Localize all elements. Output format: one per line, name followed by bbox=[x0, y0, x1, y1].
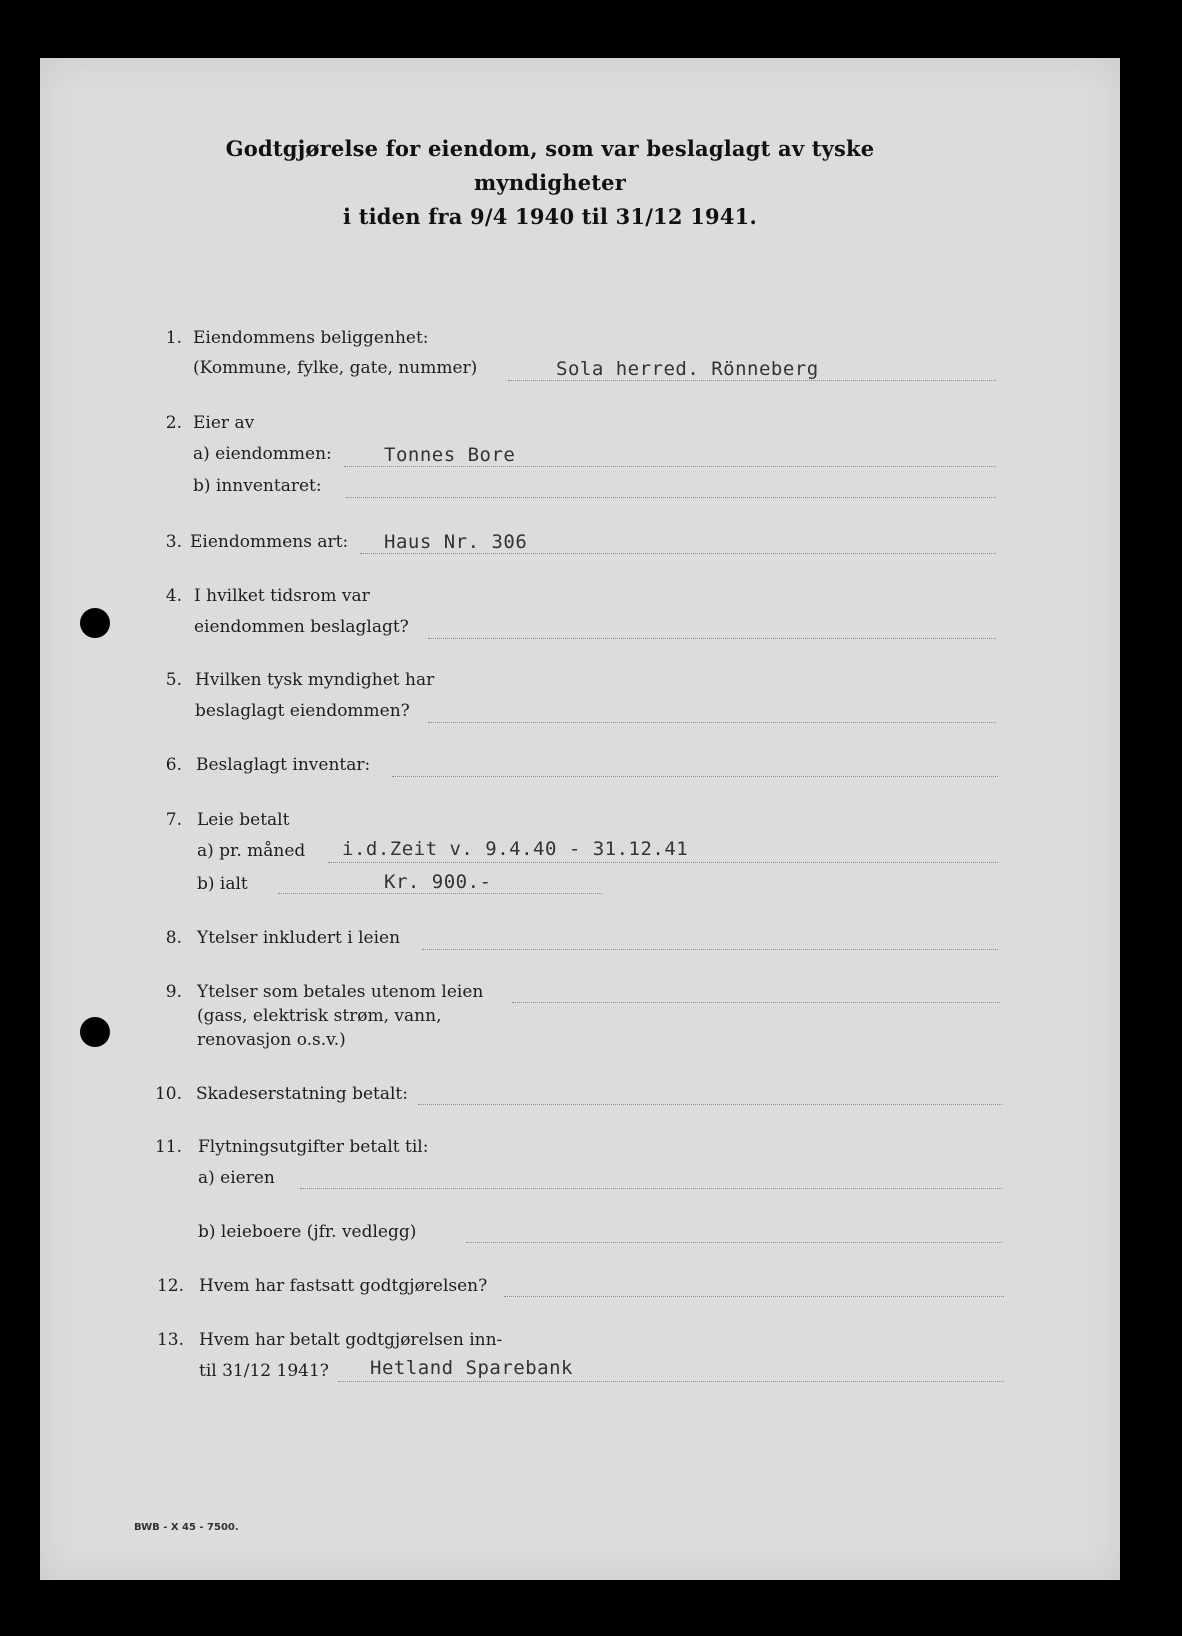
punch-hole-bottom bbox=[80, 1017, 110, 1047]
item-11-label: Flytningsutgifter betalt til: bbox=[198, 1137, 429, 1157]
title-line-1: Godtgjørelse for eiendom, som var beslaglagt av tyske myndigheter bbox=[225, 136, 875, 195]
item-4-sublabel: eiendommen beslaglagt? bbox=[194, 617, 409, 637]
item-13-sublabel: til 31/12 1941? bbox=[199, 1361, 329, 1381]
item-13-line bbox=[338, 1381, 1004, 1382]
item-7b-line bbox=[278, 893, 602, 894]
item-7-number: 7. bbox=[165, 810, 182, 830]
item-1-number: 1. bbox=[165, 328, 182, 348]
title-line-2: i tiden fra 9/4 1940 til 31/12 1941. bbox=[343, 204, 757, 229]
item-5-number: 5. bbox=[165, 670, 182, 690]
item-9-line bbox=[512, 1002, 1000, 1003]
item-3-line bbox=[360, 553, 996, 554]
item-7a-line bbox=[328, 862, 998, 863]
item-5-label: Hvilken tysk myndighet har bbox=[195, 670, 435, 690]
item-11a-line bbox=[300, 1188, 1002, 1189]
item-9-label: Ytelser som betales utenom leien bbox=[197, 982, 484, 1002]
item-1-line bbox=[508, 380, 996, 381]
item-11b-label: b) leieboere (jfr. vedlegg) bbox=[198, 1222, 417, 1242]
item-7a-label: a) pr. måned bbox=[197, 841, 306, 861]
item-12-number: 12. bbox=[156, 1276, 184, 1296]
item-8-line bbox=[422, 949, 998, 950]
item-11a-label: a) eieren bbox=[198, 1168, 275, 1188]
item-2a-label: a) eiendommen: bbox=[193, 444, 332, 464]
item-8-number: 8. bbox=[165, 928, 182, 948]
item-7-label: Leie betalt bbox=[197, 810, 290, 830]
item-2-label: Eier av bbox=[193, 413, 255, 433]
item-13-number: 13. bbox=[156, 1330, 184, 1350]
item-3-number: 3. bbox=[165, 532, 182, 552]
item-13-value: Hetland Sparebank bbox=[370, 1357, 573, 1379]
item-9-sublabel-2: renovasjon o.s.v.) bbox=[197, 1030, 346, 1050]
item-7b-value: Kr. 900.- bbox=[384, 871, 492, 893]
item-3-value: Haus Nr. 306 bbox=[384, 531, 528, 553]
item-5-line bbox=[428, 722, 996, 723]
item-10-label: Skadeserstatning betalt: bbox=[196, 1084, 408, 1104]
item-4-line bbox=[428, 638, 996, 639]
item-6-number: 6. bbox=[165, 755, 182, 775]
item-4-label: I hvilket tidsrom var bbox=[194, 586, 370, 606]
item-6-line bbox=[392, 776, 998, 777]
item-13-label: Hvem har betalt godtgjørelsen inn- bbox=[199, 1330, 503, 1350]
print-code: BWB - X 45 - 7500. bbox=[134, 1522, 239, 1533]
item-12-label: Hvem har fastsatt godtgjørelsen? bbox=[199, 1276, 488, 1296]
item-4-number: 4. bbox=[165, 586, 182, 606]
item-11-number: 11. bbox=[154, 1137, 182, 1157]
item-10-line bbox=[418, 1104, 1002, 1105]
item-1-sublabel: (Kommune, fylke, gate, nummer) bbox=[193, 358, 478, 378]
item-10-number: 10. bbox=[154, 1084, 182, 1104]
item-1-label: Eiendommens beliggenhet: bbox=[193, 328, 429, 348]
item-1-value: Sola herred. Rönneberg bbox=[556, 358, 819, 380]
item-2b-line bbox=[346, 497, 996, 498]
item-2a-value: Tonnes Bore bbox=[384, 444, 516, 466]
item-11b-line bbox=[466, 1242, 1002, 1243]
item-3-label: Eiendommens art: bbox=[190, 532, 349, 552]
item-12-line bbox=[504, 1296, 1004, 1297]
item-7a-value: i.d.Zeit v. 9.4.40 - 31.12.41 bbox=[342, 838, 689, 860]
form-title bbox=[150, 132, 950, 234]
item-9-sublabel-1: (gass, elektrisk strøm, vann, bbox=[197, 1006, 442, 1026]
item-8-label: Ytelser inkludert i leien bbox=[197, 928, 401, 948]
punch-hole-top bbox=[80, 608, 110, 638]
item-9-number: 9. bbox=[165, 982, 182, 1002]
item-2b-label: b) innventaret: bbox=[193, 476, 322, 496]
item-2a-line bbox=[344, 466, 996, 467]
item-2-number: 2. bbox=[165, 413, 182, 433]
item-5-sublabel: beslaglagt eiendommen? bbox=[195, 701, 410, 721]
item-6-label: Beslaglagt inventar: bbox=[196, 755, 371, 775]
item-7b-label: b) ialt bbox=[197, 874, 248, 894]
